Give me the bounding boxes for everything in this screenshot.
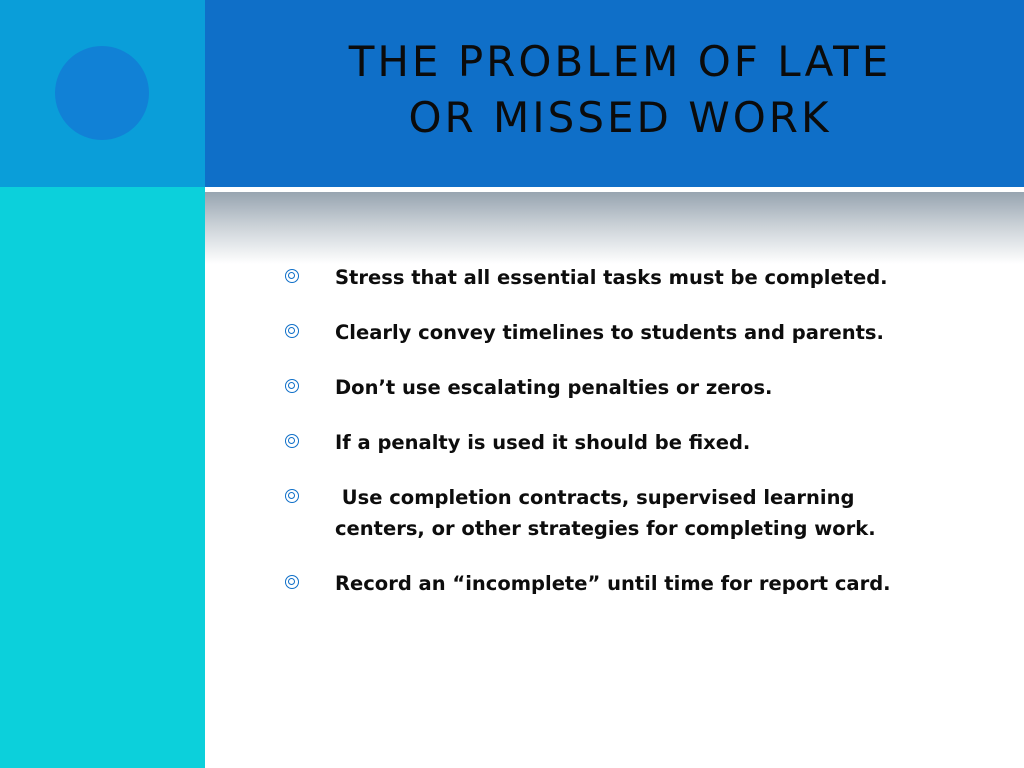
- concentric-circle-bullet-icon: [285, 269, 299, 283]
- bullet-text: Stress that all essential tasks must be completed.: [335, 266, 888, 289]
- concentric-circle-bullet-icon: [285, 575, 299, 589]
- slide-title-line-1: THE PROBLEM OF LATE: [348, 37, 892, 86]
- bullet-item: [284, 372, 984, 403]
- bullet-item: [284, 262, 984, 293]
- slide-title-line-2: OR MISSED WORK: [408, 93, 832, 142]
- concentric-circle-bullet-icon: [285, 324, 299, 338]
- bullet-item: [284, 427, 984, 458]
- circle-decoration-icon: [55, 46, 149, 140]
- concentric-circle-bullet-icon: [285, 379, 299, 393]
- bullet-text: If a penalty is used it should be fixed.: [335, 431, 751, 454]
- bullet-text: Use completion contracts, supervised learning centers, or other strategies for completing work.: [335, 486, 876, 540]
- bullet-list: [284, 262, 984, 623]
- bullet-text: Don’t use escalating penalties or zeros.: [335, 376, 773, 399]
- gradient-band: [205, 192, 1024, 264]
- bullet-item: [284, 568, 984, 599]
- concentric-circle-bullet-icon: [285, 489, 299, 503]
- slide-title: [240, 34, 1000, 146]
- left-bottom-panel: [0, 187, 205, 768]
- bullet-text: Record an “incomplete” until time for report card.: [335, 572, 891, 595]
- bullet-item: [284, 317, 984, 348]
- bullet-item: [284, 482, 984, 544]
- concentric-circle-bullet-icon: [285, 434, 299, 448]
- bullet-text: Clearly convey timelines to students and parents.: [335, 321, 884, 344]
